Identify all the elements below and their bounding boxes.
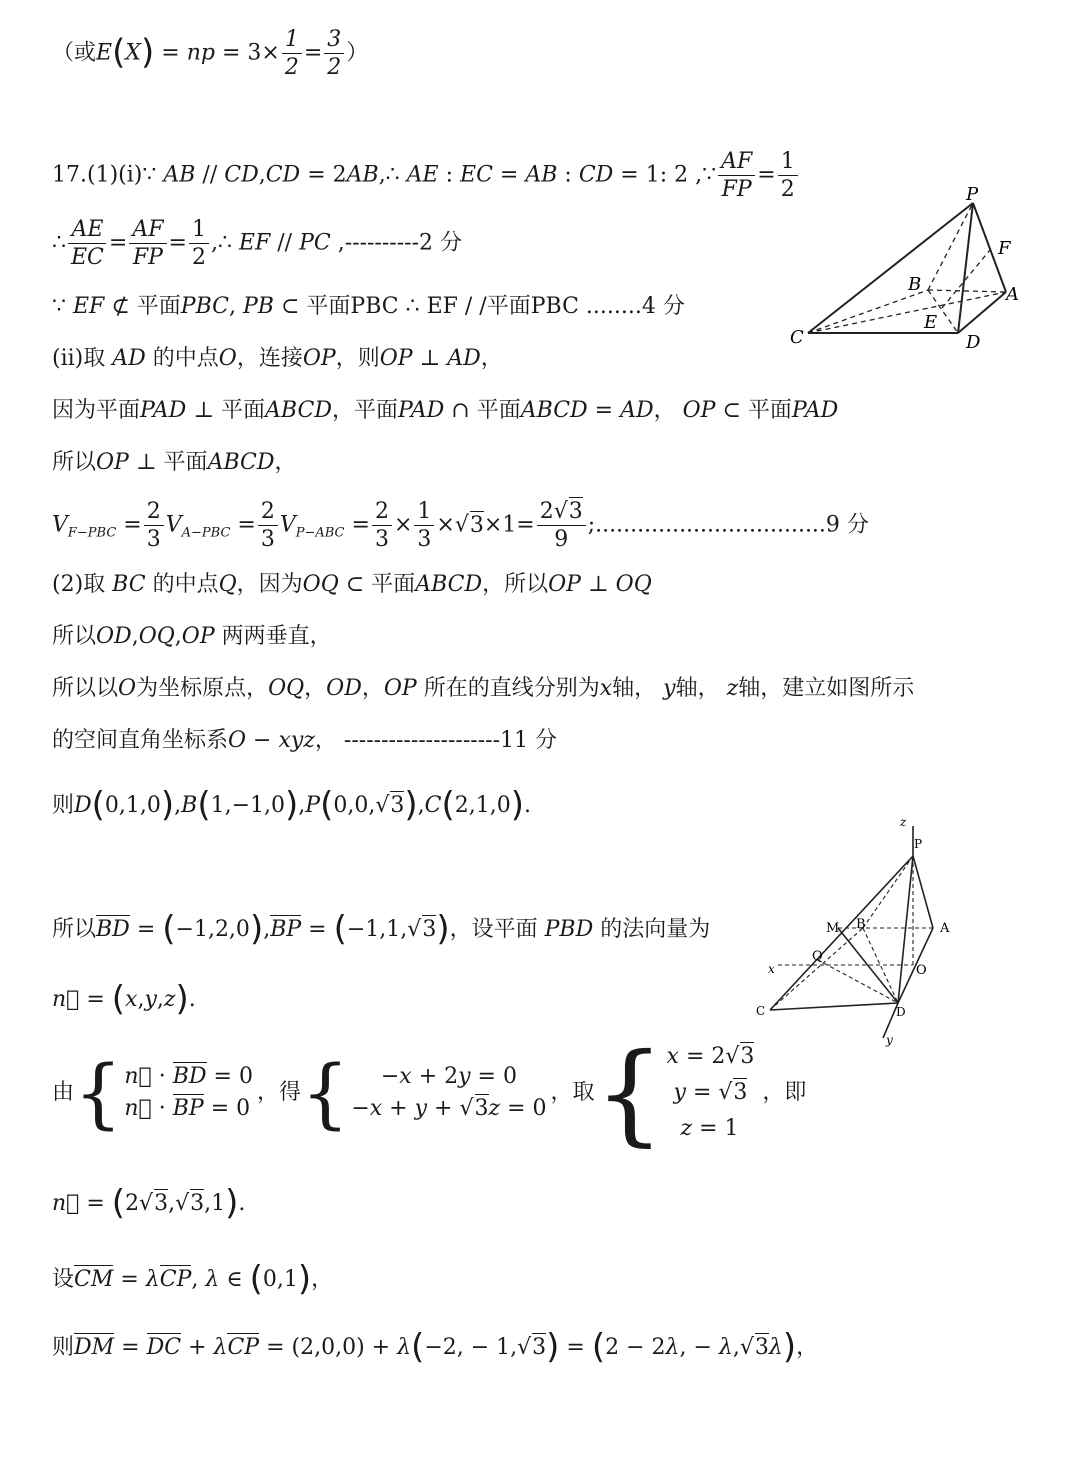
system-solution: { x = 2√3 y = √3 z = 1 — [594, 1029, 755, 1157]
edge-bp — [928, 203, 973, 290]
question-number: 17.(1)(i) — [52, 162, 143, 188]
edge-pa — [913, 856, 933, 928]
line-vectors: 所以BD = (−1,2,0),BP = (−1,1,√3)，设平面 PBD 的法向量为 — [52, 909, 711, 949]
line-points: 则D(0,1,0),B(1,−1,0),P(0,0,√3),C(2,1,0). — [52, 785, 531, 825]
text-or: （或 — [52, 40, 97, 66]
label-o: O — [916, 963, 927, 978]
line-cm-lambda: 设CM = λCP, λ ∈ (0,1)， — [52, 1259, 334, 1299]
label-y: y — [886, 1033, 893, 1047]
line-op-perp: 所以OP ⊥ 平面ABCD， — [52, 450, 297, 475]
label-a: A — [1006, 284, 1019, 305]
line-ii-midpoint: (ii)取 AD 的中点O，连接OP，则OP ⊥ AD， — [52, 346, 503, 371]
frac-3-2: $\frac{3}{2}$ — [324, 28, 344, 79]
line-coordinate-system: 所以以O为坐标原点，OQ，OD，OP 所在的直线分别为x轴， y轴， z轴，建立如图所示 — [52, 676, 915, 701]
frac-ae-ec: $\frac{AE}{EC}$ — [68, 218, 107, 269]
label-d: D — [966, 332, 981, 353]
line-normal-result: n⃗ = (2√3,√3,1). — [52, 1183, 246, 1223]
label-z: z — [900, 815, 907, 829]
frac-1-2b: $\frac{1}{2}$ — [778, 150, 798, 201]
label-m: M — [826, 921, 840, 936]
edge-dp — [898, 856, 913, 1003]
edge-md — [838, 928, 898, 1003]
label-b: B — [856, 917, 866, 932]
score-2: ,----------2 分 — [337, 230, 463, 256]
pyramid-figure-2 — [748, 810, 968, 1050]
edge-cb — [808, 290, 928, 333]
label-c: C — [790, 327, 804, 348]
line-parallel-plane: ∵ EF ⊄ 平面PBC, PB ⊂ 平面PBC ∴ EF / /平面PBC ........4 分 — [52, 294, 685, 319]
text-close: ） — [346, 40, 369, 66]
label-f: F — [998, 238, 1011, 259]
system-dot: { n⃗ · BD = 0 n⃗ · BP = 0 — [74, 1048, 253, 1137]
edge-bp — [863, 856, 913, 928]
line-coordinate-system-2: 的空间直角坐标系O − xyz， ---------------------11 分 — [52, 728, 558, 753]
label-q: Q — [812, 949, 823, 964]
text-plane: 平面 — [136, 294, 181, 319]
pyramid-figure-1 — [780, 180, 1040, 360]
edge-ba — [928, 290, 1006, 292]
line-mutually-perp: 所以OD,OQ,OP 两两垂直， — [52, 624, 332, 649]
line-2-midpoint: (2)取 BC 的中点Q，因为OQ ⊂ 平面ABCD，所以OP ⊥ OQ — [52, 572, 652, 597]
edge-cb — [770, 928, 863, 1010]
label-p: P — [966, 184, 979, 205]
label-c: C — [756, 1004, 766, 1018]
label-p: P — [914, 837, 923, 851]
line-volume: $V_{F-PBC}$ = $\frac{2}{3}$ $V_{A-PBC}$ = $\frac{2}{3}$ $V_{P-ABC}$ = $\frac{2}{3}$ × $\frac{1}{3}$ ×√3×1= $\frac{2√3}{9}$ ;.................................9 分 — [52, 499, 869, 553]
frac-1-2c: $\frac{1}{2}$ — [189, 218, 209, 269]
edge-qd — [818, 960, 898, 1003]
label-e: E — [924, 312, 938, 333]
line-dm: 则DM = DC + λCP = (2,0,0) + λ(−2, − 1,√3) = (2 − 2λ, − λ,√3λ)， — [52, 1327, 819, 1367]
edge-ca — [808, 292, 1006, 333]
frac-1-2: $\frac{1}{2}$ — [282, 28, 302, 79]
system-linear: { −x + 2y = 0 −x + y + √3z = 0 — [300, 1048, 547, 1137]
frac-af-fp2: $\frac{AF}{FP}$ — [129, 218, 166, 269]
label-b: B — [908, 274, 922, 295]
line-normal-vector: n⃗ = (x,y,z). — [52, 979, 196, 1019]
line-expectation: （或E(X) = np = 3× $\frac{1}{2}$ = $\frac{3}{2}$ ） — [52, 27, 369, 81]
score-9: ;.................................9 分 — [587, 512, 869, 538]
score-11: ， ---------------------11 分 — [314, 728, 558, 753]
label-x: x — [768, 962, 775, 976]
score-4: 平面PBC ∴ EF / /平面PBC ........4 分 — [306, 294, 685, 319]
line-ratio: ∴ $\frac{AE}{EC}$ = $\frac{AF}{FP}$ = $\frac{1}{2}$ ,∴ EF // PC ,----------2 分 — [52, 217, 463, 271]
label-a: A — [940, 921, 950, 936]
line-17-1-i: 17.(1)(i)∵ AB // CD,CD = 2AB,∴ AE : EC = AB : CD = 1: 2 ,∵ $\frac{AF}{FP}$ = $\frac{1}{2}$ — [52, 150, 800, 201]
edge-dp — [958, 203, 973, 333]
edge-da — [958, 292, 1006, 333]
edge-cd — [770, 1003, 898, 1010]
line-systems: 由 { n⃗ · BD = 0 n⃗ · BP = 0 ，得 { −x + 2y = 0 −x + y + √3z = 0 ，取 { x = 2√3 y = √3 z = 1 ，即 — [52, 1029, 807, 1157]
edge-cp — [808, 203, 973, 333]
label-d: D — [896, 1005, 906, 1019]
frac-af-fp: $\frac{AF}{FP}$ — [718, 150, 755, 201]
line-plane-perp: 因为平面PAD ⊥ 平面ABCD，平面PAD ∩ 平面ABCD = AD， OP ⊂ 平面PAD — [52, 398, 839, 423]
